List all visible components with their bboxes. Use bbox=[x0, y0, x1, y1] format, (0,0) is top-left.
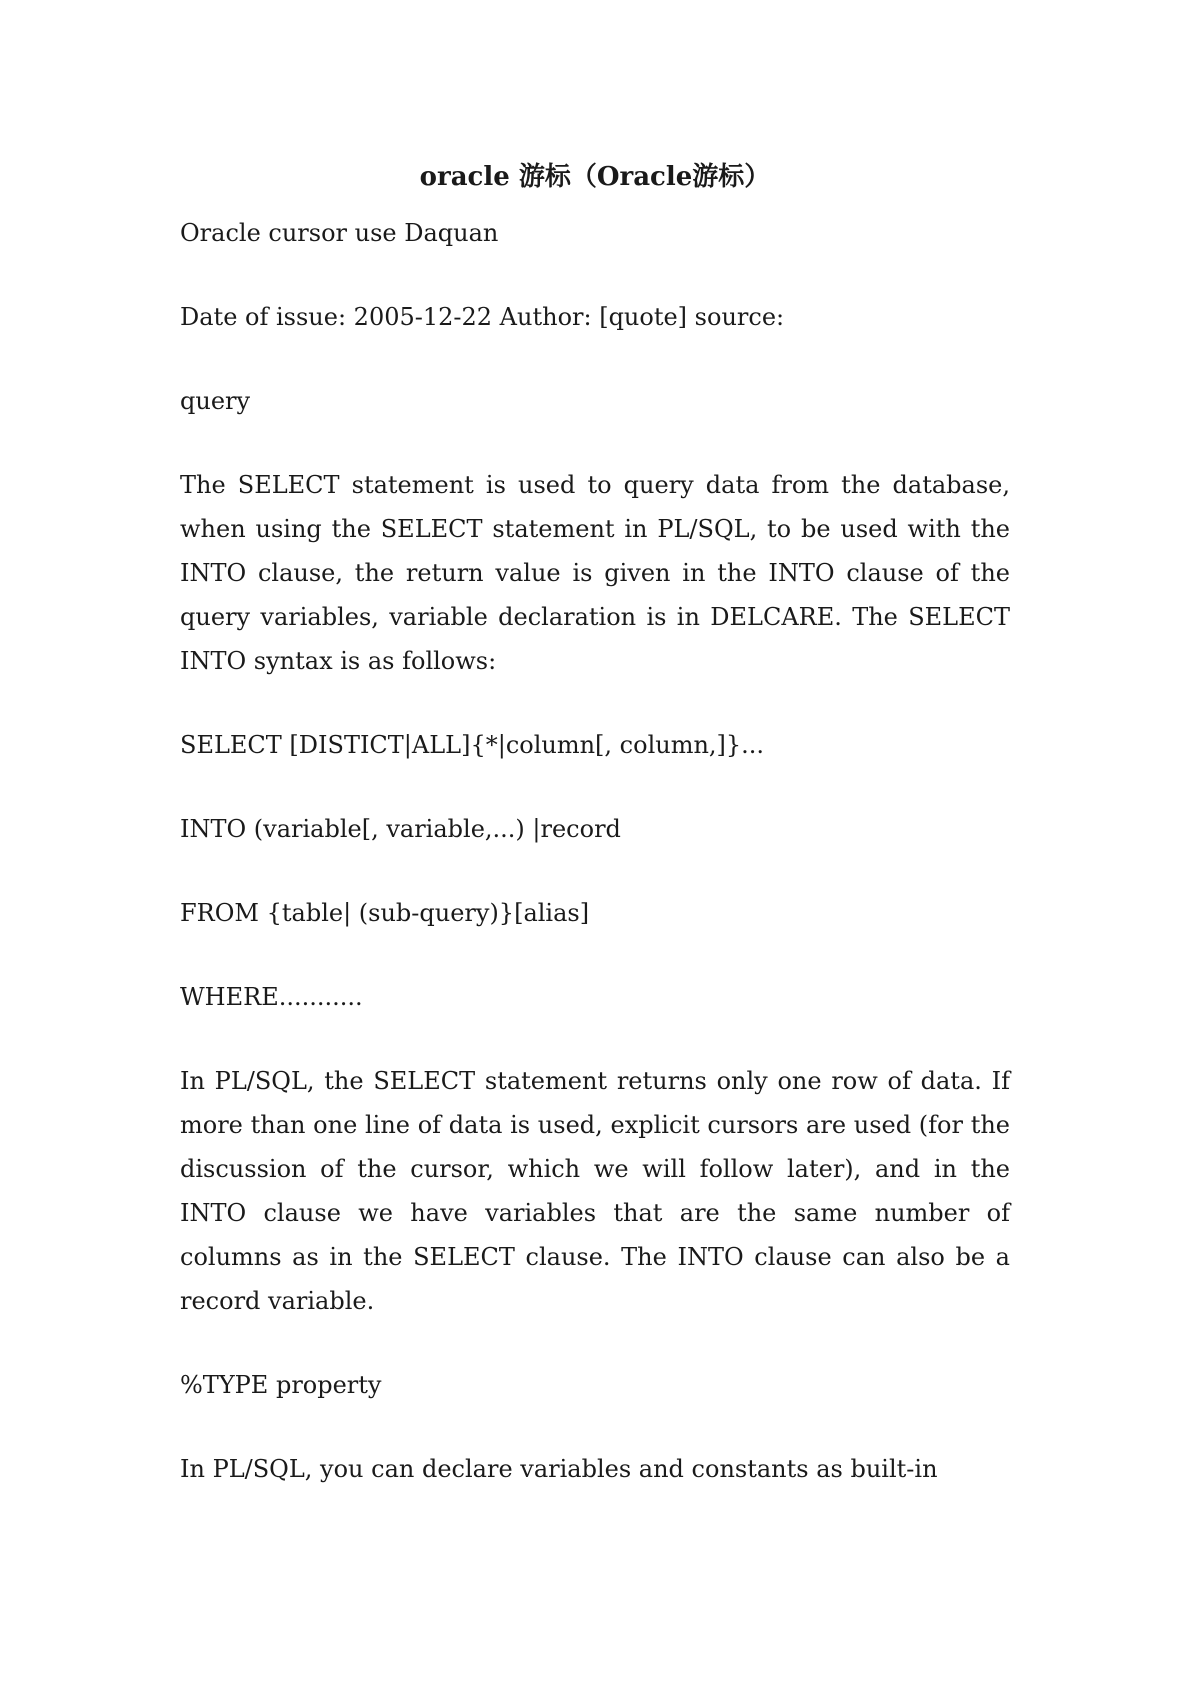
syntax-select: SELECT [DISTICT|ALL]{*|column[, column,]}... bbox=[180, 731, 765, 759]
heading-query: query bbox=[180, 387, 251, 415]
syntax-from: FROM {table| (sub-query)}[alias] bbox=[180, 899, 590, 927]
paragraph-select: The SELECT statement is used to query data from the database, when using the SELECT statement in PL/SQL, to be used with the INTO clause, the return value is given in the INTO clause of the query variables, variable declaration is in DELCARE. The SELECT INTO syntax is as follows: bbox=[180, 471, 1010, 675]
syntax-into: INTO (variable[, variable,...) |record bbox=[180, 815, 621, 843]
paragraph-plsql: In PL/SQL, the SELECT statement returns only one row of data. If more than one line of data is used, explicit cursors are used (for the discussion of the cursor, which we will follow later), and in the INTO clause we have variables that are the same number of columns as in the SELECT clause. The INTO clause can also be a record variable. bbox=[180, 1067, 1010, 1315]
heading-type-property: %TYPE property bbox=[180, 1371, 382, 1399]
paragraph-type: In PL/SQL, you can declare variables and constants as built-in bbox=[180, 1455, 938, 1483]
document-title: oracle 游标（Oracle游标） bbox=[419, 162, 771, 192]
syntax-where: WHERE........... bbox=[180, 983, 363, 1011]
issue-line: Date of issue: 2005-12-22 Author: [quote] source: bbox=[180, 303, 785, 331]
subtitle: Oracle cursor use Daquan bbox=[180, 219, 499, 247]
document-body bbox=[180, 155, 1010, 1491]
